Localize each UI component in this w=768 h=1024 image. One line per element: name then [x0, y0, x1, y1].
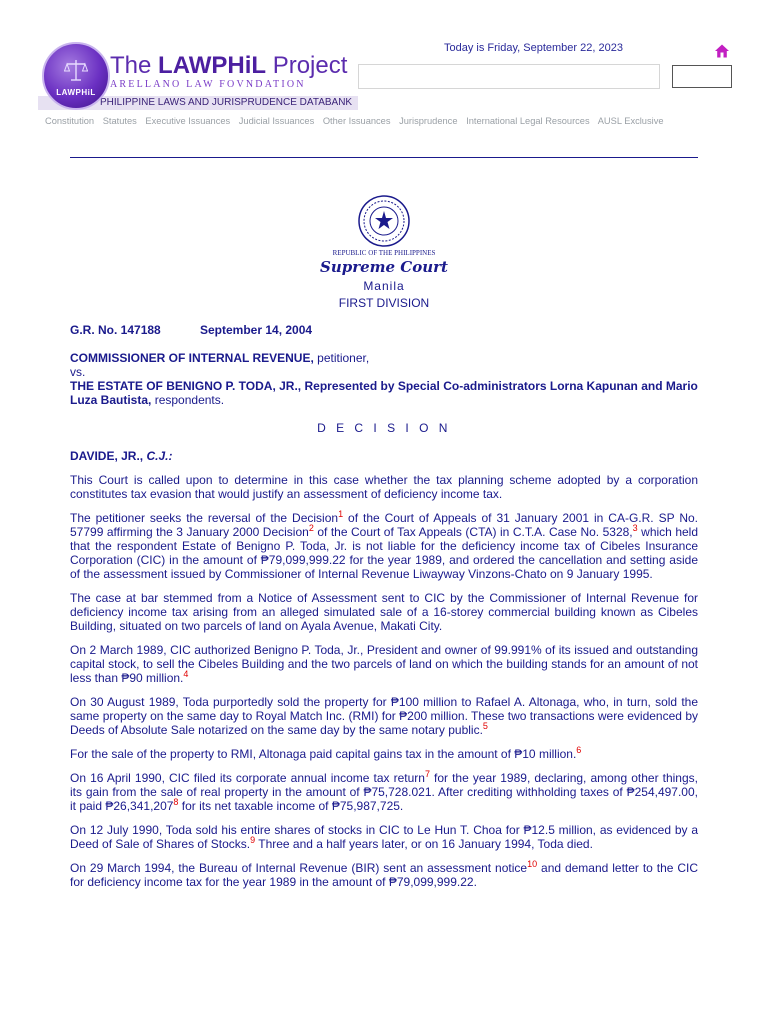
today-date: Today is Friday, September 22, 2023	[444, 42, 623, 54]
supreme-court-seal-icon	[358, 195, 410, 247]
paragraph-9: On 29 March 1994, the Bureau of Internal Revenue (BIR) sent an assessment notice$^{10}$ and demand letter to the CIC for deficiency income tax for the year 1989 in the amount of ₱79,099,999.22.	[70, 859, 698, 889]
header-divider	[70, 157, 698, 158]
footnote-link-4[interactable]: 4	[183, 669, 189, 679]
footnote-link-1[interactable]: 1	[338, 509, 344, 519]
footnote-link-6[interactable]: 6	[576, 745, 582, 755]
nav-item-judicial-issuances[interactable]: Judicial Issuances	[238, 116, 315, 126]
brand-suffix: Project	[272, 52, 348, 79]
paragraph-7: On 16 April 1990, CIC filed its corporate annual income tax return$^7$ for the year 1989, declaring, among other things, its gain from the sale of real property in the amount of ₱75,728.021. After crediting withholding taxes of ₱254,497.00, it paid ₱26,341,207$^8$ for its net taxable income of ₱75,987,725.	[70, 769, 698, 813]
paragraph-8: On 12 July 1990, Toda sold his entire shares of stocks in CIC to Le Hun T. Choa for ₱12.5 million, as evidenced by a Deed of Sale of Shares of Stocks.$^9$ Three and a half years later, or on 16 January 1994, Toda died.	[70, 823, 698, 851]
footnote-link-9[interactable]: 9	[250, 835, 256, 845]
respondent-name: THE ESTATE OF BENIGNO P. TODA, JR., Represented by Special Co-administrators Lorna Kapunan and Mario Luza Bautista,	[70, 379, 698, 407]
court-division: FIRST DIVISION	[338, 296, 430, 310]
scales-of-justice-icon	[64, 58, 88, 82]
respondent-role: respondents.	[154, 393, 225, 407]
court-name: Supreme Court	[320, 258, 448, 276]
ponente-title: C.J.:	[146, 449, 173, 463]
footnote-link-7[interactable]: 7	[424, 769, 430, 779]
petitioner-name: COMMISSIONER OF INTERNAL REVENUE,	[70, 351, 314, 365]
search-input[interactable]	[358, 64, 660, 89]
ponente-line	[70, 449, 698, 463]
footnote-link-10[interactable]: 10	[527, 859, 538, 869]
brand-subtitle: ARELLANO LAW FOVNDATION	[110, 79, 306, 90]
paragraph-6: For the sale of the property to RMI, Altonaga paid capital gains tax in the amount of ₱10 million.$^6$	[70, 745, 582, 761]
brand-prefix: The	[110, 52, 152, 79]
paragraph-4: On 2 March 1989, CIC authorized Benigno P. Toda, Jr., President and owner of 99.991% of its issued and outstanding capital stock, to sell the Cibeles Building and the two parcels of land on which the building stands for an amount of not less than ₱90 million.$^4$	[70, 643, 698, 685]
nav-item-executive-issuances[interactable]: Executive Issuances	[145, 116, 231, 126]
nav-item-ausl-exclusive[interactable]: AUSL Exclusive	[597, 116, 664, 126]
petitioner-role: petitioner,	[317, 351, 370, 365]
paragraph-5: On 30 August 1989, Toda purportedly sold the property for ₱100 million to Rafael A. Altonaga, who, in turn, sold the same property on the same day to Royal Match Inc. (RMI) for ₱200 million. These two transactions were evidenced by Deeds of Absolute Sale notarized on the same day by the same notary public.$^5$	[70, 695, 698, 737]
decision-heading: D E C I S I O N	[317, 421, 451, 435]
decision-body	[70, 323, 698, 889]
court-city: Manila	[363, 279, 405, 293]
decision-date: September 14, 2004	[200, 323, 313, 337]
paragraph-3: The case at bar stemmed from a Notice of Assessment sent to CIC by the Commissioner of Internal Revenue for deficiency income tax arising from an alleged simulated sale of a 16-storey commercial building known as Cibeles Building, situated on two parcels of land on Ayala Avenue, Makati City.	[70, 591, 698, 633]
paragraph-2: The petitioner seeks the reversal of the Decision$^1$ of the Court of Appeals of 31 January 2001 in CA-G.R. SP No. 57799 affirming the 3 January 2000 Decision$^2$ of the Court of Tax Appeals (CTA) in C.T.A. Case No. 5328,$^3$ which held that the respondent Estate of Benigno P. Toda, Jr. is not liable for the deficiency income tax of Cibeles Insurance Corporation (CIC) in the amount of ₱79,099,999.22 for the year 1989, and ordered the cancellation and setting aside of the assessment issued by Commissioner of Internal Revenue Liwayway Vinzons-Chato on 9 January 1995.	[70, 509, 699, 581]
nav-item-constitution[interactable]: Constitution	[45, 116, 95, 126]
nav-item-other-issuances[interactable]: Other Issuances	[322, 116, 391, 126]
footnote-link-3[interactable]: 3	[632, 523, 638, 533]
logo-seal-text: LAWPHiL	[56, 88, 96, 97]
versus: vs.	[70, 365, 86, 379]
case-number-line	[70, 323, 698, 337]
gr-number: G.R. No. 147188	[70, 323, 161, 337]
search-button[interactable]	[672, 65, 732, 88]
nav-item-jurisprudence[interactable]: Jurisprudence	[399, 116, 458, 126]
nav-item-statutes[interactable]: Statutes	[102, 116, 137, 126]
nav-item-international-legal-resources[interactable]: International Legal Resources	[466, 116, 590, 126]
parties-block	[70, 351, 698, 407]
brand-name: LAWPHiL	[158, 52, 267, 79]
court-masthead	[70, 195, 698, 310]
footnote-link-5[interactable]: 5	[482, 721, 488, 731]
footnote-link-8[interactable]: 8	[173, 797, 179, 807]
site-header	[0, 0, 768, 140]
ponente-name: DAVIDE, JR.,	[70, 449, 144, 463]
republic-line: REPUBLIC OF THE PHILIPPINES	[332, 249, 436, 257]
home-icon[interactable]	[714, 43, 730, 59]
paragraph-1: This Court is called upon to determine in this case whether the tax planning scheme adopted by a corporation constitutes tax evasion that would justify an assessment of deficiency income tax.	[70, 473, 698, 501]
footnote-link-2[interactable]: 2	[308, 523, 314, 533]
brand-tagline: PHILIPPINE LAWS AND JURISPRUDENCE DATABANK	[100, 97, 353, 108]
lawphil-logo[interactable]	[42, 42, 110, 110]
brand-title[interactable]	[110, 52, 347, 80]
main-nav	[45, 116, 670, 126]
